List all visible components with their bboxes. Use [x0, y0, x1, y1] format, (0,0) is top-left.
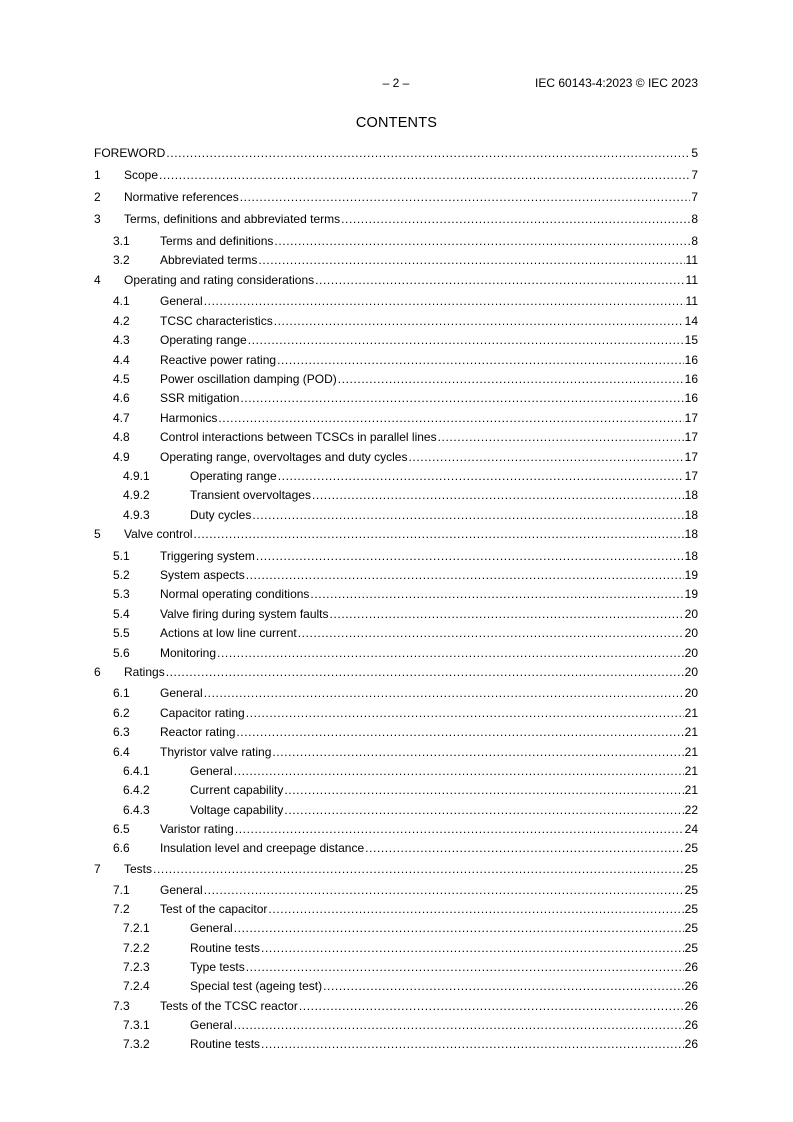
toc-entry-number: 5.5 [113, 626, 130, 640]
toc-entry[interactable] [94, 821, 698, 837]
toc-entry[interactable] [94, 371, 698, 387]
toc-entry[interactable] [94, 352, 698, 368]
toc-entry-number: 6.4.1 [123, 764, 150, 778]
toc-entry-page: 8 [691, 212, 698, 226]
dot-leader [284, 802, 683, 818]
toc-entry-page: 15 [684, 333, 698, 347]
toc-entry-title: Routine tests [190, 941, 261, 955]
dot-leader [277, 352, 684, 368]
toc-entry[interactable] [94, 861, 698, 877]
toc-entry-number: 7 [94, 862, 101, 876]
toc-entry-page: 25 [684, 883, 698, 897]
toc-entry[interactable] [94, 705, 698, 721]
toc-entry-title: System aspects [160, 568, 245, 582]
toc-entry-title: General [160, 883, 203, 897]
toc-entry-title: Operating and rating considerations [124, 273, 315, 287]
toc-entry[interactable] [94, 763, 698, 779]
dot-leader [217, 645, 684, 661]
dot-leader [274, 233, 690, 249]
contents-title: CONTENTS [355, 115, 438, 131]
toc-entry[interactable] [94, 293, 698, 309]
toc-entry-title: General [190, 921, 233, 935]
toc-entry-number: 5.6 [113, 646, 130, 660]
toc-entry-number: 6.4.2 [123, 783, 150, 797]
toc-entry[interactable] [94, 1017, 698, 1033]
toc-entry[interactable] [94, 507, 698, 523]
toc-entry[interactable] [94, 468, 698, 484]
toc-entry-title: Normative references [124, 190, 239, 204]
toc-entry[interactable] [94, 410, 698, 426]
dot-leader [261, 940, 684, 956]
dot-leader [246, 705, 684, 721]
toc-entry-page: 26 [684, 999, 698, 1013]
toc-entry-number: 7.2.3 [123, 960, 150, 974]
document-id: IEC 60143-4:2023 © IEC 2023 [535, 76, 698, 90]
dot-leader [248, 332, 684, 348]
toc-entry-title: Varistor rating [160, 822, 234, 836]
toc-entry[interactable] [94, 664, 698, 680]
toc-entry-page: 18 [684, 527, 698, 541]
toc-entry-number: 4.8 [113, 430, 130, 444]
toc-entry-number: 5.3 [113, 587, 130, 601]
page-number: – 2 – [382, 76, 410, 90]
toc-entry-title: Type tests [190, 960, 245, 974]
toc-entry-page: 19 [684, 587, 698, 601]
toc-entry[interactable] [94, 189, 698, 205]
toc-entry-page: 25 [684, 921, 698, 935]
toc-entry-page: 26 [684, 979, 698, 993]
dot-leader [234, 920, 684, 936]
dot-leader [235, 821, 684, 837]
toc-entry-title: Normal operating conditions [160, 587, 310, 601]
toc-entry-page: 8 [691, 234, 698, 248]
dot-leader [272, 744, 683, 760]
dot-leader [268, 901, 683, 917]
toc-entry[interactable] [94, 548, 698, 564]
toc-entry-title: Operating range [160, 333, 247, 347]
toc-entry-page: 17 [684, 450, 698, 464]
toc-entry-page: 14 [684, 314, 698, 328]
toc-entry-title: Reactor rating [160, 725, 236, 739]
toc-entry-title: Current capability [190, 783, 284, 797]
toc-entry-page: 25 [684, 941, 698, 955]
toc-entry-page: 16 [684, 391, 698, 405]
toc-entry-number: 4.3 [113, 333, 130, 347]
toc-entry[interactable] [94, 586, 698, 602]
toc-entry-page: 17 [684, 469, 698, 483]
dot-leader [256, 548, 684, 564]
toc-entry[interactable] [94, 567, 698, 583]
toc-entry-number: 4.9.2 [123, 488, 150, 502]
toc-entry-number: 1 [94, 168, 101, 182]
toc-entry-title: Ratings [124, 665, 165, 679]
dot-leader [323, 978, 684, 994]
toc-entry[interactable] [94, 487, 698, 503]
toc-entry-page: 5 [691, 146, 698, 160]
toc-entry-title: Transient overvoltages [190, 488, 311, 502]
toc-entry[interactable] [94, 685, 698, 701]
toc-entry-title: Monitoring [160, 646, 217, 660]
toc-entry-title: Thyristor valve rating [160, 745, 272, 759]
dot-leader [166, 145, 690, 161]
dot-leader [236, 724, 683, 740]
toc-entry-title: Scope [124, 168, 159, 182]
dot-leader [338, 371, 684, 387]
toc-entry[interactable] [94, 782, 698, 798]
dot-leader [315, 272, 684, 288]
toc-entry-page: 19 [684, 568, 698, 582]
toc-entry-number: 4.6 [113, 391, 130, 405]
toc-entry-number: 3.1 [113, 234, 130, 248]
toc-entry-page: 25 [684, 862, 698, 876]
toc-entry-number: 5 [94, 527, 101, 541]
toc-entry-title: General [160, 686, 203, 700]
dot-leader [204, 293, 685, 309]
toc-entry-page: 18 [684, 488, 698, 502]
toc-entry-number: 6 [94, 665, 101, 679]
dot-leader [240, 189, 691, 205]
toc-entry-page: 25 [684, 841, 698, 855]
toc-entry-number: 4.9.1 [123, 469, 150, 483]
toc-entry[interactable] [94, 606, 698, 622]
toc-entry[interactable] [94, 449, 698, 465]
toc-entry-page: 20 [684, 665, 698, 679]
toc-entry-number: 5.4 [113, 607, 130, 621]
toc-entry[interactable] [94, 959, 698, 975]
toc-entry-page: 7 [691, 190, 698, 204]
toc-entry-number: 4.5 [113, 372, 130, 386]
toc-entry-page: 21 [684, 764, 698, 778]
toc-entry-page: 20 [684, 626, 698, 640]
dot-leader [341, 211, 690, 227]
toc-entry-page: 17 [684, 430, 698, 444]
toc-entry-number: 4.1 [113, 294, 130, 308]
dot-leader [310, 586, 683, 602]
toc-entry-number: 4.9.3 [123, 508, 150, 522]
toc-entry-number: 5.2 [113, 568, 130, 582]
toc-entry-number: 7.2.4 [123, 979, 150, 993]
toc-entry-number: 7.2.2 [123, 941, 150, 955]
dot-leader [234, 1017, 684, 1033]
toc-entry[interactable] [94, 313, 698, 329]
toc-entry[interactable] [94, 526, 698, 542]
dot-leader [234, 763, 684, 779]
toc-entry-number: 6.1 [113, 686, 130, 700]
toc-entry-number: 5.1 [113, 549, 130, 563]
toc-entry-title: Reactive power rating [160, 353, 277, 367]
toc-entry-page: 22 [684, 803, 698, 817]
toc-entry-title: Harmonics [160, 411, 218, 425]
toc-entry[interactable] [94, 645, 698, 661]
dot-leader [408, 449, 683, 465]
toc-entry[interactable] [94, 882, 698, 898]
dot-leader [218, 410, 683, 426]
toc-entry-page: 11 [685, 273, 698, 287]
dot-leader [274, 313, 684, 329]
toc-entry-page: 16 [684, 353, 698, 367]
toc-entry-page: 20 [684, 646, 698, 660]
toc-entry[interactable] [94, 252, 698, 268]
toc-entry[interactable] [94, 724, 698, 740]
toc-entry-number: 4.2 [113, 314, 130, 328]
toc-entry-title: Control interactions between TCSCs in parallel lines [160, 430, 437, 444]
toc-entry[interactable] [94, 211, 698, 227]
toc-entry-title: SSR mitigation [160, 391, 240, 405]
toc-entry-title: Duty cycles [190, 508, 252, 522]
dot-leader [153, 861, 684, 877]
toc-entry-title: Operating range, overvoltages and duty cycles [160, 450, 408, 464]
toc-entry-title: Terms, definitions and abbreviated terms [124, 212, 341, 226]
toc-entry-page: 11 [685, 253, 698, 267]
toc-entry[interactable] [94, 998, 698, 1014]
toc-entry-number: 7.1 [113, 883, 130, 897]
toc-entry-title: Routine tests [190, 1037, 261, 1051]
toc-entry-page: 17 [684, 411, 698, 425]
toc-entry-number: 6.2 [113, 706, 130, 720]
toc-entry-page: 25 [684, 902, 698, 916]
toc-entry-title: Valve firing during system faults [160, 607, 329, 621]
toc-entry-title: Abbreviated terms [160, 253, 258, 267]
toc-entry-number: 6.5 [113, 822, 130, 836]
dot-leader [330, 606, 684, 622]
toc-entry-title: Tests [124, 862, 153, 876]
toc-entry[interactable] [94, 901, 698, 917]
toc-entry-number: 4.7 [113, 411, 130, 425]
toc-entry-number: 4 [94, 273, 101, 287]
dot-leader [193, 526, 683, 542]
toc-entry-number: 6.3 [113, 725, 130, 739]
toc-entry-page: 18 [684, 508, 698, 522]
toc-entry[interactable] [94, 978, 698, 994]
dot-leader [299, 998, 684, 1014]
toc-entry-page: 18 [684, 549, 698, 563]
dot-leader [438, 429, 684, 445]
toc-entry-title: Special test (ageing test) [190, 979, 323, 993]
toc-entry[interactable] [94, 1036, 698, 1052]
toc-entry[interactable] [94, 940, 698, 956]
dot-leader [246, 959, 684, 975]
toc-entry[interactable] [94, 167, 698, 183]
toc-entry-number: 4.9 [113, 450, 130, 464]
toc-entry[interactable] [94, 233, 698, 249]
dot-leader [258, 252, 684, 268]
toc-entry[interactable] [94, 272, 698, 288]
toc-entry-title: Valve control [124, 527, 193, 541]
toc-entry-page: 26 [684, 960, 698, 974]
toc-entry-title: Terms and definitions [160, 234, 274, 248]
toc-entry-title: Insulation level and creepage distance [160, 841, 365, 855]
toc-entry[interactable] [94, 390, 698, 406]
toc-entry-page: 21 [684, 725, 698, 739]
dot-leader [204, 882, 684, 898]
toc-entry-number: 6.4.3 [123, 803, 150, 817]
dot-leader [298, 625, 684, 641]
toc-entry-page: 20 [684, 686, 698, 700]
toc-entry[interactable] [94, 744, 698, 760]
toc-entry-page: 26 [684, 1018, 698, 1032]
dot-leader [159, 167, 690, 183]
toc-entry-number: 7.3 [113, 999, 130, 1013]
toc-entry-title: Test of the capacitor [160, 902, 268, 916]
toc-entry[interactable] [94, 625, 698, 641]
toc-entry-page: 21 [684, 706, 698, 720]
dot-leader [252, 507, 683, 523]
toc-entry-title: Voltage capability [190, 803, 284, 817]
toc-entry-title: General [190, 1018, 233, 1032]
toc-entry-title: Actions at low line current [160, 626, 297, 640]
dot-leader [365, 840, 684, 856]
dot-leader [261, 1036, 684, 1052]
toc-entry-number: 4.4 [113, 353, 130, 367]
toc-entry-number: 3 [94, 212, 101, 226]
dot-leader [278, 468, 684, 484]
toc-entry[interactable] [94, 145, 698, 161]
toc-entry-title: FOREWORD [94, 146, 166, 160]
toc-entry-page: 24 [684, 822, 698, 836]
toc-entry-page: 7 [691, 168, 698, 182]
toc-entry-number: 6.4 [113, 745, 130, 759]
toc-entry-title: Power oscillation damping (POD) [160, 372, 337, 386]
toc-entry-title: General [160, 294, 203, 308]
toc-entry-page: 11 [685, 294, 698, 308]
dot-leader [204, 685, 684, 701]
toc-entry-number: 7.2.1 [123, 921, 150, 935]
toc-entry[interactable] [94, 332, 698, 348]
toc-entry-page: 21 [684, 783, 698, 797]
dot-leader [284, 782, 683, 798]
dot-leader [240, 390, 683, 406]
toc-entry-page: 20 [684, 607, 698, 621]
toc-entry-page: 16 [684, 372, 698, 386]
toc-entry-number: 3.2 [113, 253, 130, 267]
toc-entry-title: Triggering system [160, 549, 255, 563]
toc-entry[interactable] [94, 429, 698, 445]
toc-entry-title: Operating range [190, 469, 277, 483]
toc-entry-number: 7.3.1 [123, 1018, 150, 1032]
toc-entry[interactable] [94, 840, 698, 856]
toc-entry-number: 2 [94, 190, 101, 204]
toc-entry-number: 6.6 [113, 841, 130, 855]
toc-entry-page: 26 [684, 1037, 698, 1051]
toc-entry-number: 7.3.2 [123, 1037, 150, 1051]
dot-leader [166, 664, 684, 680]
dot-leader [312, 487, 684, 503]
toc-entry[interactable] [94, 802, 698, 818]
toc-entry-page: 21 [684, 745, 698, 759]
toc-entry-title: General [190, 764, 233, 778]
toc-entry[interactable] [94, 920, 698, 936]
toc-entry-number: 7.2 [113, 902, 130, 916]
toc-entry-title: TCSC characteristics [160, 314, 273, 328]
toc-entry-title: Capacitor rating [160, 706, 245, 720]
dot-leader [246, 567, 684, 583]
toc-entry-title: Tests of the TCSC reactor [160, 999, 298, 1013]
